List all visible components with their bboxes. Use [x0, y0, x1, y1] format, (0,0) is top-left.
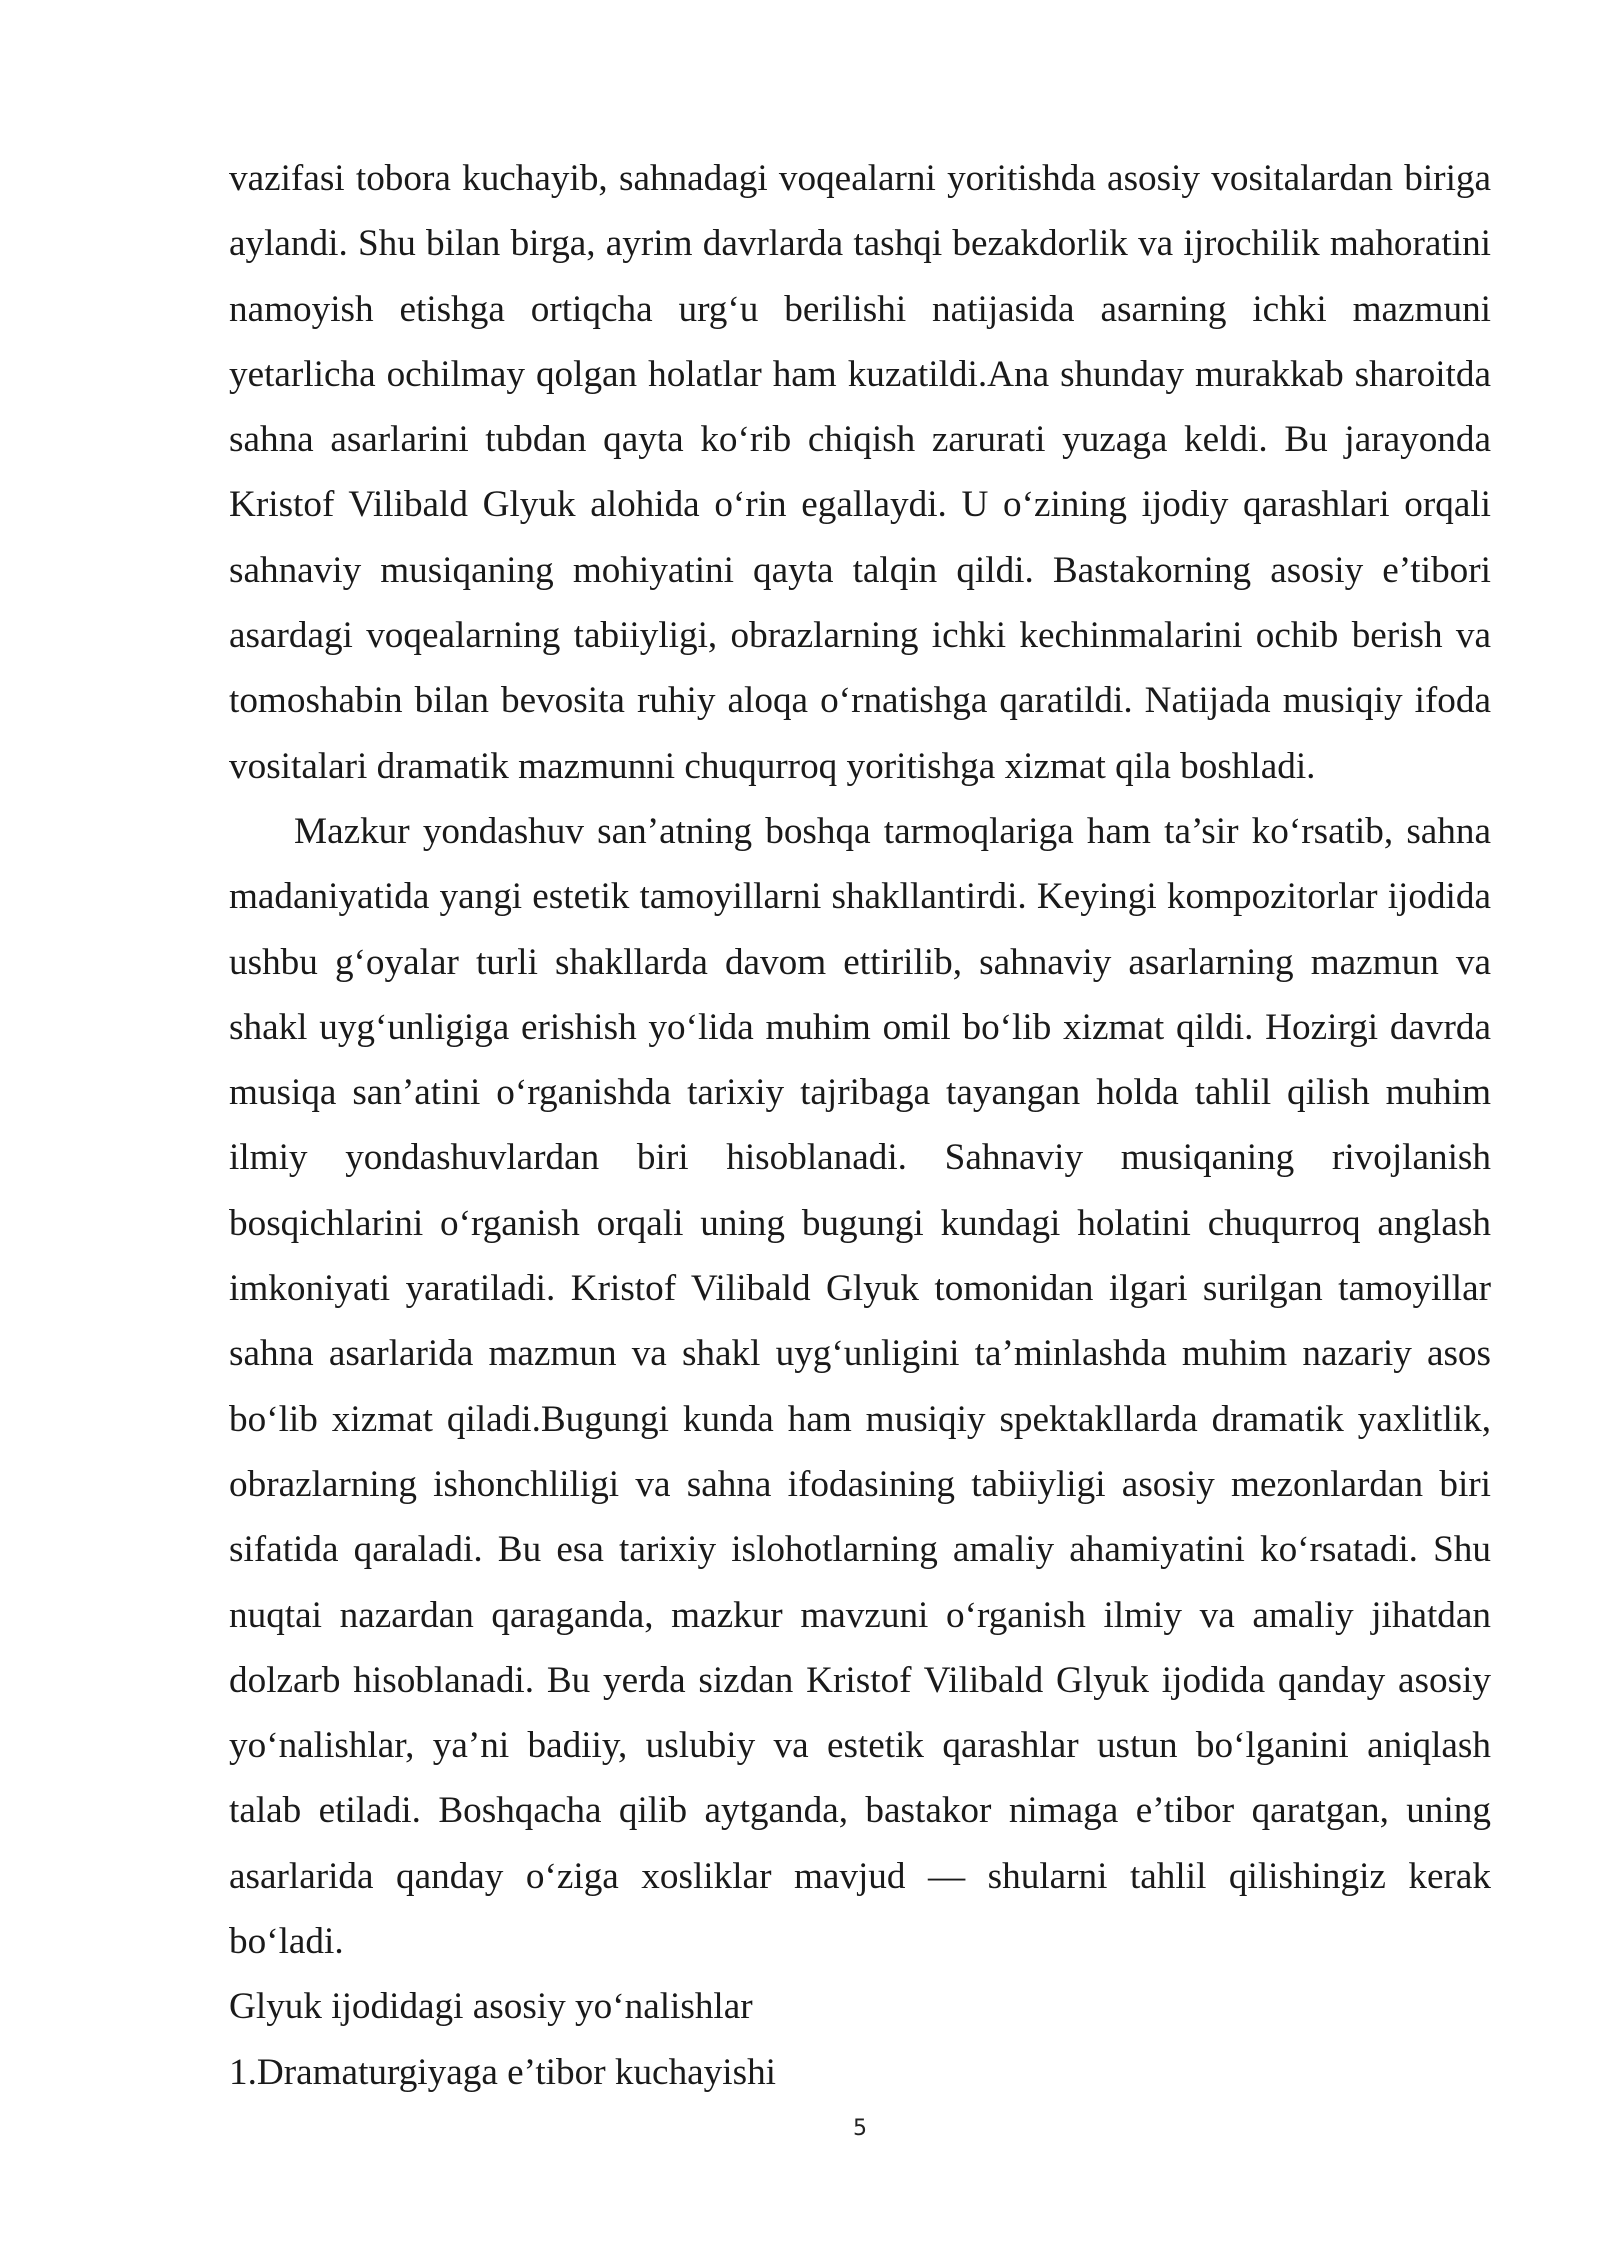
page-number: 5: [853, 2116, 867, 2141]
body-line: asarlarida qanday o‘ziga xosliklar mavjud — shularni tahlil qilishingiz kerak: [229, 1855, 1491, 1897]
body-line: nuqtai nazardan qaraganda, mazkur mavzuni o‘rganish ilmiy va amaliy jihatdan: [229, 1594, 1491, 1636]
body-line: imkoniyati yaratiladi. Kristof Vilibald Glyuk tomonidan ilgari surilgan tamoyillar: [229, 1268, 1491, 1310]
body-line: aylandi. Shu bilan birga, ayrim davrlarda tashqi bezakdorlik va ijrochilik mahoratini: [229, 223, 1491, 265]
body-line: yetarlicha ochilmay qolgan holatlar ham kuzatildi.Ana shunday murakkab sharoitda: [229, 353, 1491, 395]
list-item: 1.Dramaturgiyaga e’tibor kuchayishi: [229, 2051, 776, 2093]
section-heading: Glyuk ijodidagi asosiy yo‘nalishlar: [229, 1986, 753, 2028]
body-line: sahna asarlarida mazmun va shakl uyg‘unligini ta’minlashda muhim nazariy asos: [229, 1333, 1491, 1375]
body-line: sahnaviy musiqaning mohiyatini qayta talqin qildi. Bastakorning asosiy e’tibori: [229, 549, 1491, 591]
body-line: asardagi voqealarning tabiiyligi, obrazlarning ichki kechinmalarini ochib berish va: [229, 615, 1491, 657]
body-line: shakl uyg‘unligiga erishish yo‘lida muhim omil bo‘lib xizmat qildi. Hozirgi davrda: [229, 1006, 1491, 1048]
body-line: sahna asarlarini tubdan qayta ko‘rib chiqish zarurati yuzaga keldi. Bu jarayonda: [229, 419, 1491, 461]
body-line: bo‘ladi.: [229, 1921, 344, 1963]
body-line: bo‘lib xizmat qiladi.Bugungi kunda ham musiqiy spektakllarda dramatik yaxlitlik,: [229, 1398, 1491, 1440]
body-line: namoyish etishga ortiqcha urg‘u berilishi natijasida asarning ichki mazmuni: [229, 288, 1491, 330]
body-line: Kristof Vilibald Glyuk alohida o‘rin egallaydi. U o‘zining ijodiy qarashlari orqali: [229, 484, 1491, 526]
body-line: ushbu g‘oyalar turli shakllarda davom ettirilib, sahnaviy asarlarning mazmun va: [229, 941, 1491, 983]
body-line: dolzarb hisoblanadi. Bu yerda sizdan Kristof Vilibald Glyuk ijodida qanday asosiy: [229, 1659, 1491, 1701]
body-line: obrazlarning ishonchliligi va sahna ifodasining tabiiyligi asosiy mezonlardan biri: [229, 1463, 1491, 1505]
body-text: [229, 146, 1491, 2105]
body-line: tomoshabin bilan bevosita ruhiy aloqa o‘rnatishga qaratildi. Natijada musiqiy ifoda: [229, 680, 1491, 722]
body-line: yo‘nalishlar, ya’ni badiiy, uslubiy va estetik qarashlar ustun bo‘lganini aniqlash: [229, 1725, 1491, 1767]
body-line: Mazkur yondashuv san’atning boshqa tarmoqlariga ham ta’sir ko‘rsatib, sahna: [294, 810, 1491, 852]
body-line: sifatida qaraladi. Bu esa tarixiy islohotlarning amaliy ahamiyatini ko‘rsatadi. Shu: [229, 1529, 1491, 1571]
paragraph: [229, 799, 1491, 1974]
body-line: vositalari dramatik mazmunni chuqurroq yoritishga xizmat qila boshladi.: [229, 745, 1316, 787]
body-line: madaniyatida yangi estetik tamoyillarni shakllantirdi. Keyingi kompozitorlar ijodida: [229, 876, 1491, 918]
body-line: vazifasi tobora kuchayib, sahnadagi voqealarni yoritishda asosiy vositalardan biriga: [229, 158, 1491, 199]
paragraph: [229, 146, 1491, 799]
body-line: talab etiladi. Boshqacha qilib aytganda, bastakor nimaga e’tibor qaratgan, uning: [229, 1790, 1491, 1832]
body-line: musiqa san’atini o‘rganishda tarixiy tajribaga tayangan holda tahlil qilish muhim: [229, 1072, 1491, 1114]
body-line: bosqichlarini o‘rganish orqali uning bugungi kundagi holatini chuqurroq anglash: [229, 1202, 1491, 1244]
body-line: ilmiy yondashuvlardan biri hisoblanadi. Sahnaviy musiqaning rivojlanish: [229, 1137, 1491, 1179]
